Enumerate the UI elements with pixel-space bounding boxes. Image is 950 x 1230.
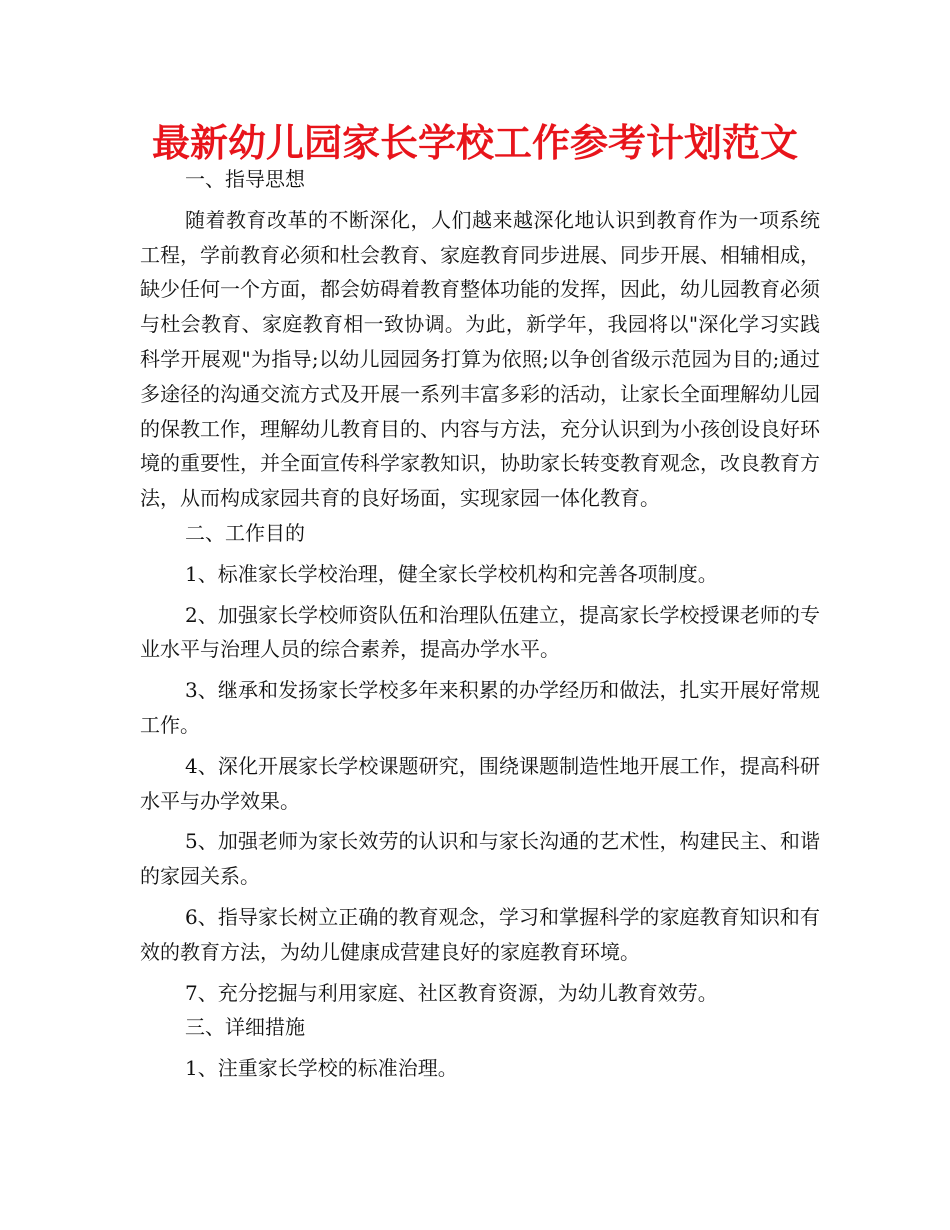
- goal-item-1: 1、标准家长学校治理，健全家长学校机构和完善各项制度。: [185, 561, 718, 586]
- section-heading-work-goals: 二、工作目的: [185, 520, 305, 545]
- section-heading-measures: 三、详细措施: [185, 1015, 305, 1040]
- goal-item-3: 3、继承和发扬家长学校多年来积累的办学经历和做法，扎实开展好常规工作。: [140, 678, 820, 737]
- goal-item-5: 5、加强老师为家长效劳的认识和与家长沟通的艺术性，构建民主、和谐的家园关系。: [140, 829, 820, 889]
- document-body: [140, 162, 820, 1086]
- document-title: 最新幼儿园家长学校工作参考计划范文: [151, 121, 798, 165]
- goal-item-2: 2、加强家长学校师资队伍和治理队伍建立，提高家长学校授课老师的专业水平与治理人员的综合素养，提高办学水平。: [140, 602, 820, 662]
- goal-item-7: 7、充分挖掘与利用家庭、社区教育资源，为幼儿教育效劳。: [185, 980, 718, 1005]
- goal-item-6: 6、指导家长树立正确的教育观念，学习和掌握科学的家庭教育知识和有效的教育方法，为幼儿健康成营建良好的家庭教育环境。: [140, 904, 820, 964]
- goal-item-4: 4、深化开展家长学校课题研究，围绕课题制造性地开展工作，提高科研水平与办学效果。: [140, 753, 820, 813]
- paragraph-guiding-thought: 随着教育改革的不断深化，人们越来越深化地认识到教育作为一项系统工程，学前教育必须和杜会教育、家庭教育同步进展、同步开展、相辅相成，缺少任何一个方面，都会妨碍着教育整体功能的发挥，因此，幼儿园教育必须与杜会教育、家庭教育相一致协调。为此，新学年，我园将以"深化学习实践科学开展观"为指导;以幼儿园园务打算为依照;以争创省级示范园为目的;通过多途径的沟通交流方式及开展一系列丰富多彩的活动，让家长全面理解幼儿园的保教工作，理解幼儿教育目的、内容与方法，充分认识到为小孩创设良好环境的重要性，并全面宣传科学家教知识，协助家长转变教育观念，改良教育方法，从而构成家园共育的良好场面，实现家园一体化教育。: [140, 207, 820, 511]
- measure-item-1: 1、注重家长学校的标准治理。: [185, 1056, 458, 1081]
- section-heading-guiding-thought: 一、指导思想: [185, 167, 305, 191]
